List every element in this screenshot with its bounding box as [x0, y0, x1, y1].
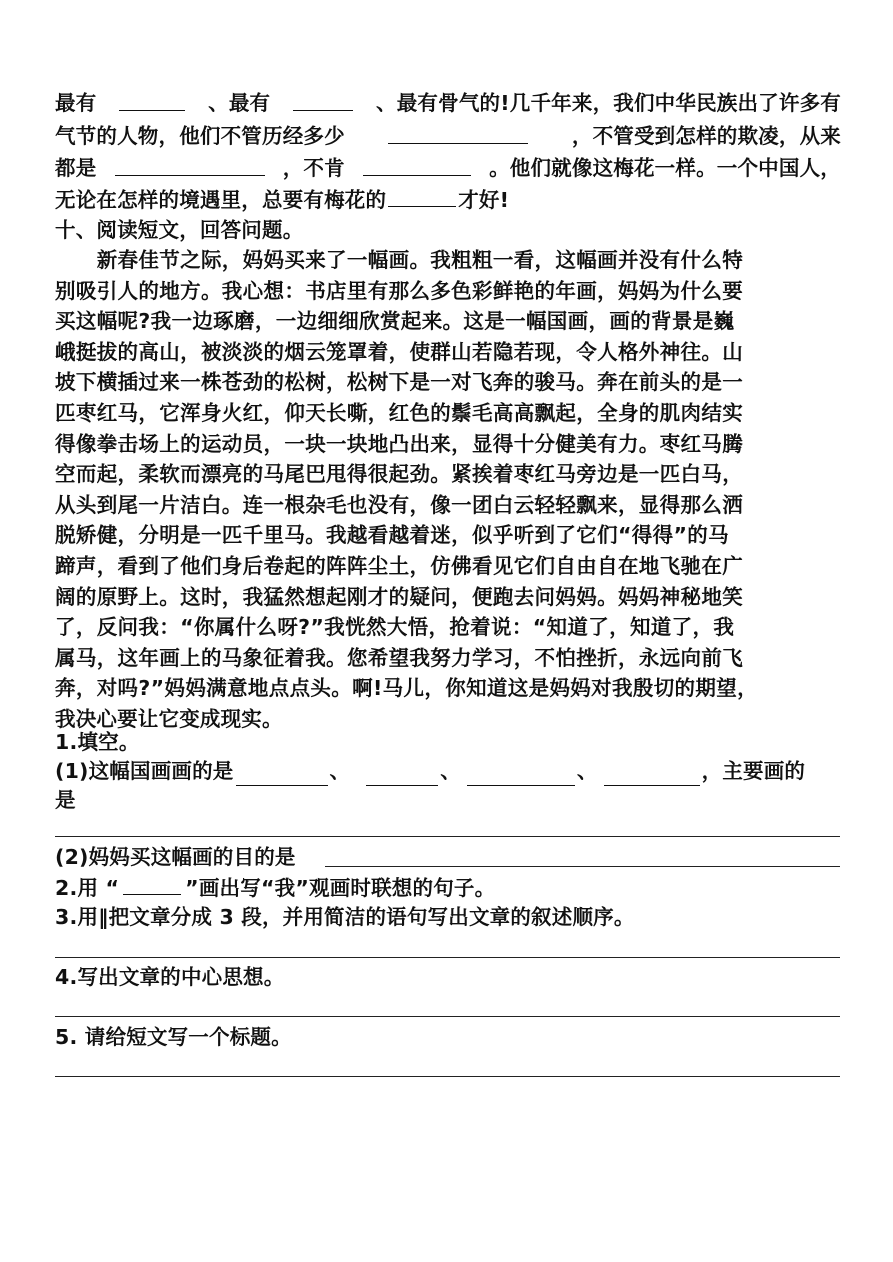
top-paragraph-line-4: [55, 184, 841, 214]
text-fragment: ，不肯: [282, 156, 345, 180]
text-fragment: 都是: [55, 156, 97, 180]
answer-blank[interactable]: [388, 121, 528, 144]
underline-sample: [123, 872, 181, 895]
answer-line[interactable]: [55, 1076, 840, 1077]
passage-line: 匹枣红马，它浑身火红，仰天长嘶，红色的鬃毛高高飘起，全身的肌肉结实: [55, 401, 744, 425]
text-fragment: 、: [329, 759, 351, 783]
text-fragment: (1)这幅国画画的是: [55, 759, 234, 783]
question-2: [55, 872, 841, 902]
text-fragment: 最有: [55, 91, 97, 115]
answer-blank[interactable]: [236, 763, 328, 786]
passage-line: 阔的原野上。这时，我猛然想起刚才的疑问，便跑去问妈妈。妈妈神秘地笑: [55, 585, 744, 609]
passage-line: 得像拳击场上的运动员，一块一块地凸出来，显得十分健美有力。枣红马腾: [55, 432, 744, 456]
text-fragment: 、最有: [208, 91, 271, 115]
top-paragraph-line-2: [55, 121, 841, 151]
passage-line: 空而起，柔软而漂亮的马尾巴甩得很起劲。紧挨着枣红马旁边是一匹白马，: [55, 462, 744, 486]
question-1-title: 1.填空。: [55, 730, 140, 754]
question-1-1-continued: 是: [55, 788, 76, 812]
answer-line[interactable]: [55, 1016, 840, 1017]
answer-blank[interactable]: [388, 184, 456, 207]
answer-blank[interactable]: [604, 763, 700, 786]
text-fragment: 无论在怎样的境遇里，总要有梅花的: [55, 188, 387, 212]
passage-line: 我决心要让它变成现实。: [55, 707, 283, 731]
question-5: 5. 请给短文写一个标题。: [55, 1025, 292, 1049]
answer-blank[interactable]: [115, 153, 265, 176]
text-fragment: ，不管受到怎样的欺凌，从来: [571, 124, 841, 148]
passage-line: 奔，对吗?”妈妈满意地点点头。啊!马儿，你知道这是妈妈对我殷切的期望，: [55, 676, 758, 700]
passage-line: 新春佳节之际，妈妈买来了一幅画。我粗粗一看，这幅画并没有什么特: [55, 248, 744, 272]
passage-line: 坡下横插过来一株苍劲的松树，松树下是一对飞奔的骏马。奔在前头的是一: [55, 370, 744, 394]
text-fragment: 才好!: [458, 188, 510, 212]
passage-line: 了，反问我：“你属什么呀?”我恍然大悟，抢着说：“知道了，知道了，我: [55, 615, 735, 639]
answer-line[interactable]: [55, 836, 840, 837]
answer-blank[interactable]: [119, 88, 185, 111]
passage-line: 脱矫健，分明是一匹千里马。我越看越着迷，似乎听到了它们“得得”的马: [55, 523, 729, 547]
text-fragment: 气节的人物，他们不管历经多少: [55, 124, 345, 148]
text-fragment: 。他们就像这梅花一样。一个中国人，: [489, 156, 841, 180]
text-fragment: ”画出写“我”观画时联想的句子。: [185, 876, 496, 900]
passage-line: 从头到尾一片洁白。连一根杂毛也没有，像一团白云轻轻飘来，显得那么洒: [55, 493, 744, 517]
text-fragment: 、: [440, 759, 461, 783]
answer-line[interactable]: [325, 866, 840, 867]
passage-line: 属马，这年画上的马象征着我。您希望我努力学习，不怕挫折，永远向前飞: [55, 646, 744, 670]
top-paragraph-line-1: [55, 88, 841, 118]
question-4: 4.写出文章的中心思想。: [55, 965, 285, 989]
answer-blank[interactable]: [363, 153, 471, 176]
passage-line: 买这幅呢?我一边琢磨，一边细细欣赏起来。这是一幅国画，画的背景是巍: [55, 309, 735, 333]
answer-blank[interactable]: [293, 88, 353, 111]
question-1-2: (2)妈妈买这幅画的目的是: [55, 845, 296, 869]
passage-line: 蹄声，看到了他们身后卷起的阵阵尘土，仿佛看见它们自由自在地飞驰在广: [55, 554, 744, 578]
text-fragment: 、最有骨气的!几千年来，我们中华民族出了许多有: [376, 91, 841, 115]
passage-line: 别吸引人的地方。我心想：书店里有那么多色彩鲜艳的年画，妈妈为什么要: [55, 279, 744, 303]
text-fragment: 、: [576, 759, 598, 783]
text-fragment: 2.用 “: [55, 876, 120, 900]
question-1-1: [55, 756, 841, 786]
answer-blank[interactable]: [366, 763, 438, 786]
question-3: 3.用‖把文章分成 3 段，并用简洁的语句写出文章的叙述顺序。: [55, 905, 635, 929]
passage-line: 峨挺拔的高山，被淡淡的烟云笼罩着，使群山若隐若现，令人格外神往。山: [55, 340, 744, 364]
section-heading: 十、阅读短文，回答问题。: [55, 218, 304, 242]
text-fragment: ，主要画的: [701, 759, 806, 783]
answer-line[interactable]: [55, 957, 840, 958]
answer-blank[interactable]: [467, 763, 575, 786]
top-paragraph-line-3: [55, 153, 841, 183]
